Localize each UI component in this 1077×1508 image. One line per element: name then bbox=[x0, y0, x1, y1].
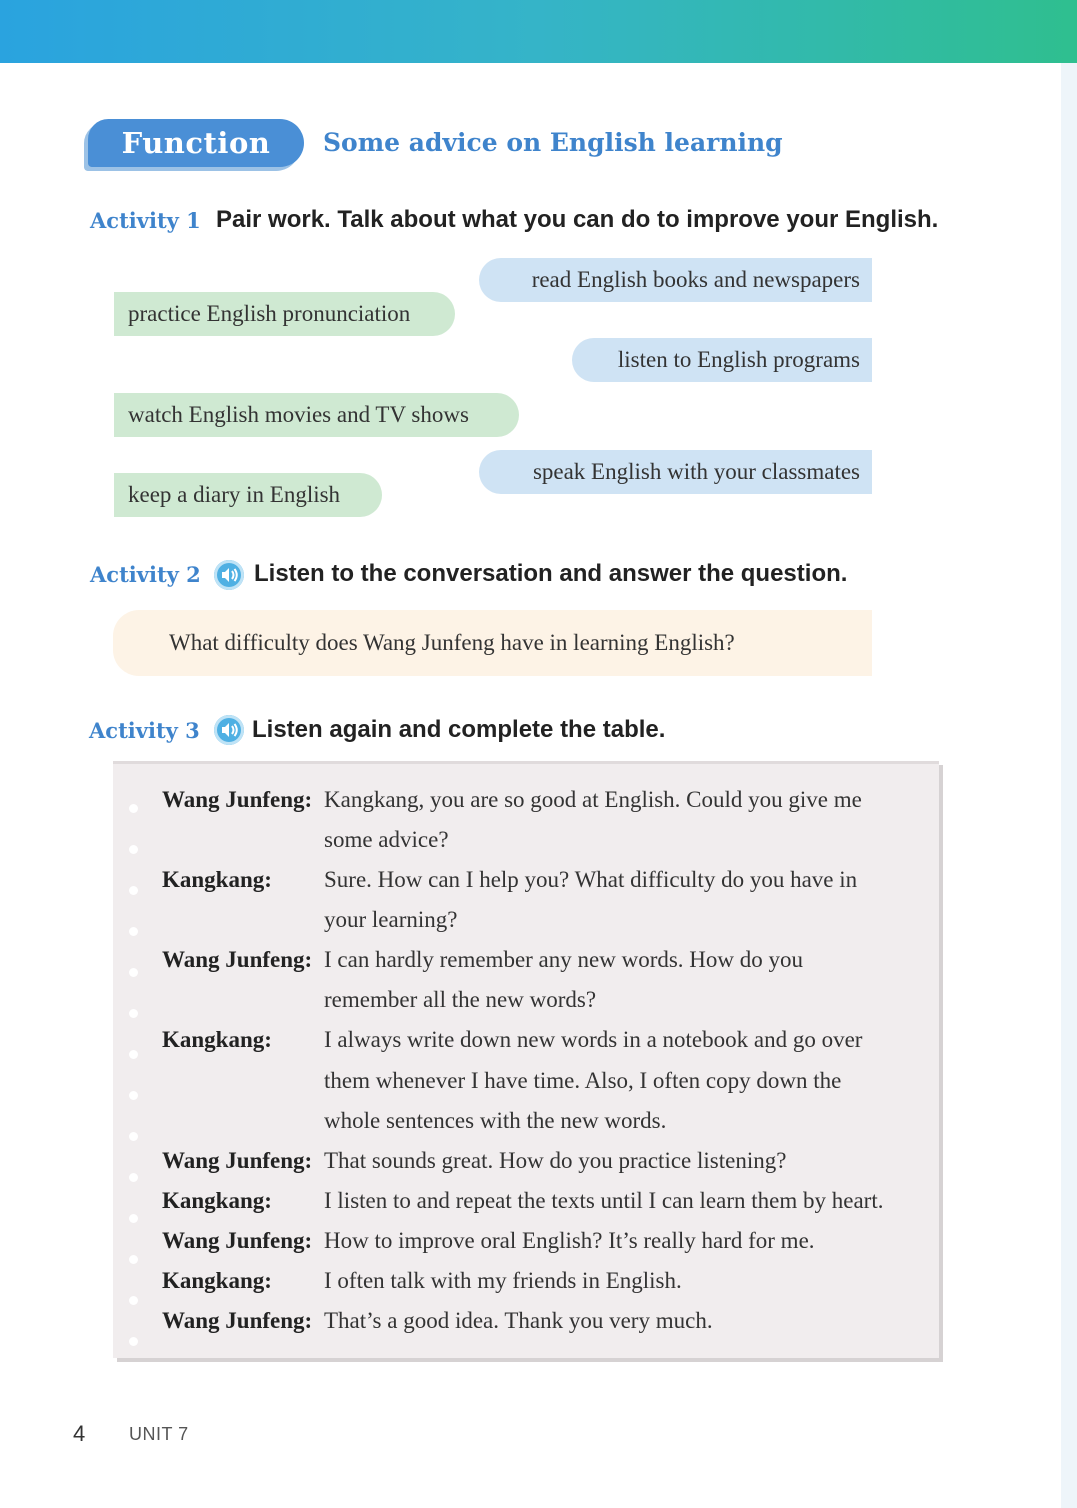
activity-1-instruction: Pair work. Talk about what you can do to improve your English. bbox=[216, 206, 939, 233]
activity-1-label: Activity 1 bbox=[90, 208, 201, 233]
activity-2-instruction: Listen to the conversation and answer the question. bbox=[254, 560, 848, 587]
dialogue-box bbox=[113, 761, 939, 1358]
dialogue-text: Kangkang, you are so good at English. Could you give me bbox=[324, 787, 862, 812]
audio-speaker-icon[interactable] bbox=[214, 560, 244, 590]
function-title: Some advice on English learning bbox=[323, 128, 783, 157]
dialogue-text: I often talk with my friends in English. bbox=[324, 1268, 682, 1293]
speaker-name: Kangkang: bbox=[162, 1188, 272, 1213]
speaker-name: Kangkang: bbox=[162, 1027, 272, 1052]
phrase-watch-movies: watch English movies and TV shows bbox=[114, 393, 519, 437]
speaker-name: Kangkang: bbox=[162, 867, 272, 892]
unit-label: UNIT 7 bbox=[129, 1424, 189, 1444]
dialogue-text: I always write down new words in a notebook and go over bbox=[324, 1027, 863, 1052]
activity-2-label: Activity 2 bbox=[90, 562, 201, 587]
speaker-name: Wang Junfeng: bbox=[162, 1308, 313, 1333]
question-box: What difficulty does Wang Junfeng have in learning English? bbox=[113, 610, 872, 676]
speaker-name: Kangkang: bbox=[162, 1268, 272, 1293]
speaker-name: Wang Junfeng: bbox=[162, 1228, 313, 1253]
dialogue-text: I listen to and repeat the texts until I can learn them by heart. bbox=[324, 1188, 884, 1213]
speaker-name: Wang Junfeng: bbox=[162, 787, 313, 812]
page-number: 4 bbox=[73, 1421, 86, 1446]
audio-speaker-icon[interactable] bbox=[214, 715, 244, 745]
dialogue-text: How to improve oral English? It’s really hard for me. bbox=[324, 1228, 815, 1253]
function-badge: Function bbox=[88, 119, 304, 167]
phrase-listen-programs: listen to English programs bbox=[572, 338, 872, 382]
dialogue-text: them whenever I have time. Also, I often copy down the bbox=[324, 1068, 842, 1093]
speaker-name: Wang Junfeng: bbox=[162, 947, 313, 972]
dialogue-text: Sure. How can I help you? What difficulty do you have in bbox=[324, 867, 858, 892]
activity-3-instruction: Listen again and complete the table. bbox=[252, 716, 666, 743]
activity-3-label: Activity 3 bbox=[89, 718, 200, 743]
dialogue-text: some advice? bbox=[324, 827, 449, 852]
phrase-pronunciation: practice English pronunciation bbox=[114, 292, 455, 336]
dialogue-text: your learning? bbox=[324, 907, 458, 932]
dialogue-text: That sounds great. How do you practice listening? bbox=[324, 1148, 787, 1173]
dialogue-text: I can hardly remember any new words. How do you bbox=[324, 947, 804, 972]
speaker-name: Wang Junfeng: bbox=[162, 1148, 313, 1173]
phrase-keep-diary: keep a diary in English bbox=[114, 473, 382, 517]
dialogue-text: remember all the new words? bbox=[324, 987, 597, 1012]
phrase-read-books: read English books and newspapers bbox=[479, 258, 872, 302]
page-edge bbox=[1061, 63, 1077, 1508]
header-band bbox=[0, 0, 1077, 63]
phrase-speak-classmates: speak English with your classmates bbox=[479, 450, 872, 494]
dialogue-text: That’s a good idea. Thank you very much. bbox=[324, 1308, 713, 1333]
dialogue-text: whole sentences with the new words. bbox=[324, 1108, 667, 1133]
